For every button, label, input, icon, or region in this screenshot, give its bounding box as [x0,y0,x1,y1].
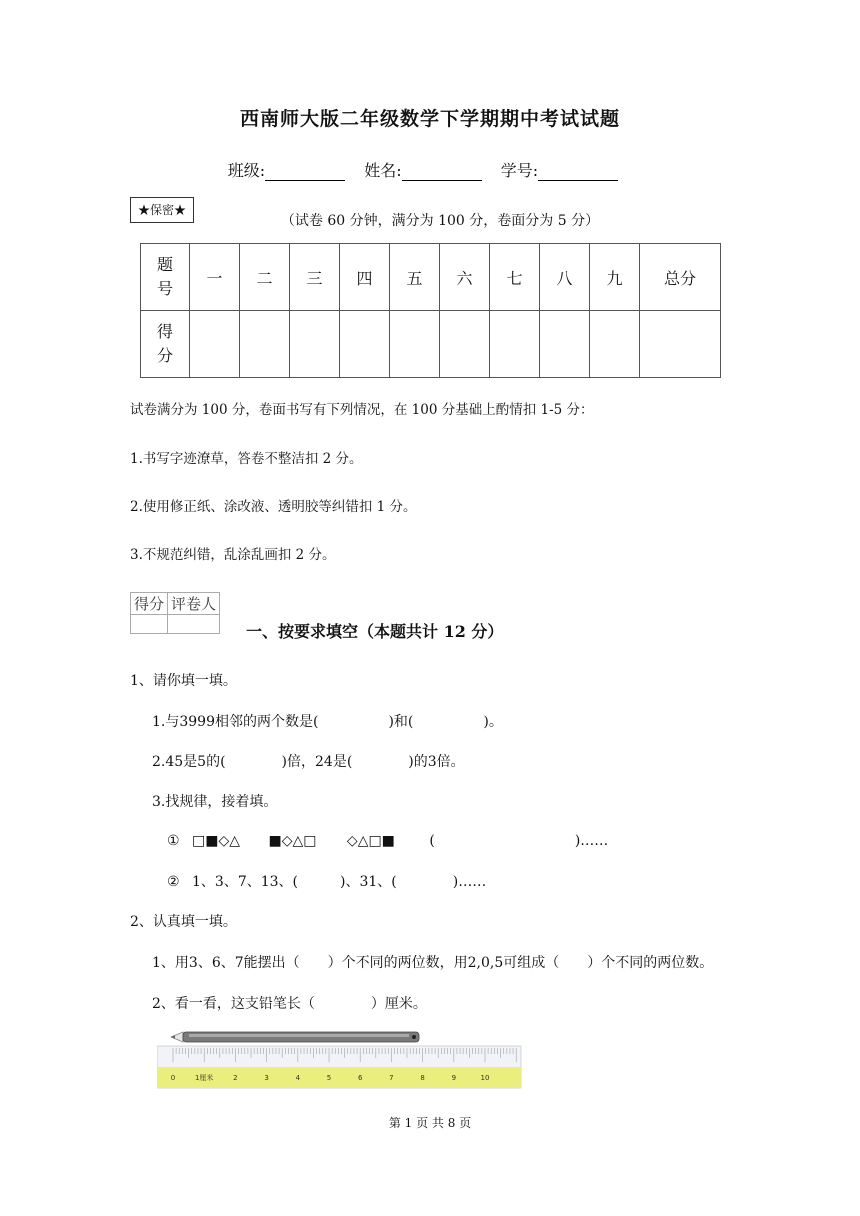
col-9: 九 [590,244,640,311]
pattern-row-1 [167,830,608,850]
pencil-ruler-svg [157,1030,527,1092]
page-title: 西南师大版二年级数学下学期期中考试试题 [239,108,620,130]
score-row-head: 得 分 [141,311,190,378]
rules-intro: 试卷满分为 100 分，卷面书写有下列情况，在 100 分基础上酌情扣 1-5 分： [130,402,594,418]
pattern-group: ■◇△□ [268,833,317,849]
score-cell[interactable] [290,311,340,378]
col-total: 总分 [640,244,721,311]
col-8: 八 [540,244,590,311]
col-1: 一 [190,244,240,311]
score-cell[interactable] [640,311,721,378]
ruler-label: 5 [326,1074,332,1082]
question-item: 3.找规律，接着填。 [152,794,278,810]
col-2: 二 [240,244,290,311]
ruler-label: 10 [480,1074,490,1082]
pattern-sequence: 1、3、7、13、( )、31、( )…… [192,874,487,890]
score-box-cell[interactable] [131,615,168,634]
question-title: 1、请你填一填。 [130,673,237,689]
ruler-label: 2 [233,1074,238,1082]
score-table-score-row [141,311,721,378]
question-item: 2.45是5的( )倍，24是( )的3倍。 [152,754,465,770]
col-4: 四 [340,244,390,311]
question-item: 1.与3999相邻的两个数是( )和( )。 [152,714,503,730]
question-item: 1、用3、6、7能摆出（ ）个不同的两位数，用2,0,5可组成（ ）个不同的两位数。 [152,955,714,971]
pattern-group: ◇△□■ [346,833,395,849]
col-5: 五 [390,244,440,311]
section-title: 一、按要求填空（本题共计 12 分） [246,622,504,641]
pattern-number: ① [167,833,180,849]
grader-box-cell[interactable] [168,615,220,634]
ruler-label: 4 [295,1074,301,1082]
id-label: 学号: [500,161,539,180]
id-blank[interactable] [538,164,618,181]
score-table-header-row [141,244,721,311]
ruler-label: 0 [170,1074,176,1082]
ruler-icon [157,1046,521,1088]
score-cell[interactable] [590,311,640,378]
score-cell[interactable] [490,311,540,378]
question-item: 2、看一看，这支铅笔长（ ）厘米。 [152,996,427,1012]
score-table [140,243,721,378]
grader-box-label: 评卷人 [168,593,220,615]
score-cell[interactable] [340,311,390,378]
grader-box [130,592,220,634]
name-label: 姓名: [364,161,402,180]
rule-item: 2.使用修正纸、涂改液、透明胶等纠错扣 1 分。 [130,499,417,515]
pencil-icon [171,1032,419,1042]
student-info-line [0,158,860,181]
name-blank[interactable] [402,164,482,181]
score-box-label: 得分 [131,593,168,615]
ruler-label: 7 [389,1074,394,1082]
time-note: （试卷 60 分钟，满分为 100 分，卷面分为 5 分） [280,213,600,229]
page-footer: 第 1 页 共 8 页 [388,1116,472,1130]
ruler-label: 1厘米 [194,1074,214,1082]
col-7: 七 [490,244,540,311]
pattern-row-2 [167,871,486,891]
col-6: 六 [440,244,490,311]
rule-item: 1.书写字迹潦草，答卷不整洁扣 2 分。 [130,451,363,467]
question-title: 2、认真填一填。 [130,914,237,930]
score-cell[interactable] [190,311,240,378]
ruler-label: 6 [357,1074,363,1082]
col-3: 三 [290,244,340,311]
pattern-number: ② [167,874,180,890]
ruler-label: 8 [420,1074,425,1082]
ruler-label: 3 [264,1074,269,1082]
pencil-ruler-figure [157,1030,527,1096]
score-cell[interactable] [390,311,440,378]
ruler-label: 9 [451,1074,457,1082]
pattern-group: □■◇△ [192,833,241,849]
header-cell: 题 号 [141,244,190,311]
rule-item: 3.不规范纠错，乱涂乱画扣 2 分。 [130,547,336,563]
class-blank[interactable] [265,164,345,181]
pattern-answer-blank: ( )…… [429,833,609,849]
score-cell[interactable] [540,311,590,378]
score-cell[interactable] [440,311,490,378]
secret-stamp: ★保密★ [130,197,194,223]
score-cell[interactable] [240,311,290,378]
class-label: 班级: [227,161,266,180]
